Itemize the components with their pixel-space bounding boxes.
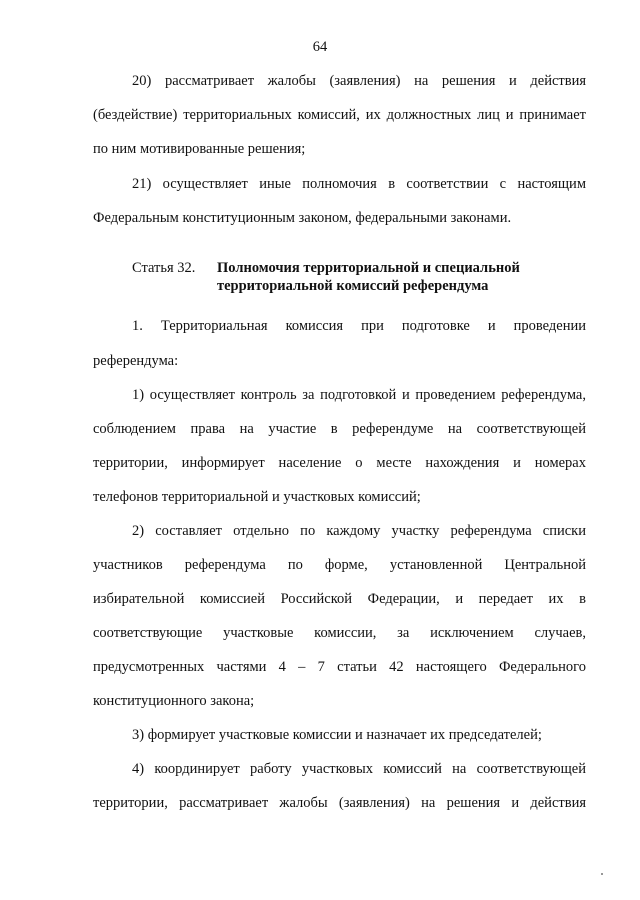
paragraph-line: 21) осуществляет иные полномочия в соответствии с настоящим xyxy=(132,176,586,192)
paragraph-line: предусмотренных частями 4 – 7 статьи 42 настоящего Федерального xyxy=(93,659,586,675)
page-number: 64 xyxy=(312,39,328,55)
paragraph-line: 1. Территориальная комиссия при подготовке и проведении xyxy=(132,318,586,334)
paragraph-line: (бездействие) территориальных комиссий, их должностных лиц и принимает xyxy=(93,107,586,123)
paragraph-line: территории, рассматривает жалобы (заявления) на решения и действия xyxy=(93,795,586,811)
paragraph-line: 1) осуществляет контроль за подготовкой и проведением референдума, xyxy=(132,387,586,403)
paragraph-line: конституционного закона; xyxy=(93,693,255,709)
paragraph-line: соответствующие участковые комиссии, за исключением случаев, xyxy=(93,625,586,641)
paragraph-line: избирательной комиссией Российской Федерации, и передает их в xyxy=(93,591,586,607)
paragraph-line: территории, информирует население о месте нахождения и номерах xyxy=(93,455,586,471)
paragraph-line: участников референдума по форме, установленной Центральной xyxy=(93,557,586,573)
paragraph-line: 2) составляет отдельно по каждому участку референдума списки xyxy=(132,523,586,539)
article-title-line: территориальной комиссий референдума xyxy=(217,278,489,294)
paragraph-line: Федеральным конституционным законом, федеральными законами. xyxy=(93,210,512,226)
paragraph-line: 20) рассматривает жалобы (заявления) на решения и действия xyxy=(132,73,586,89)
paragraph-line: референдума: xyxy=(93,353,179,369)
paragraph-line: телефонов территориальной и участковых комиссий; xyxy=(93,489,421,505)
paragraph-line: соблюдением права на участие в референдуме на соответствующей xyxy=(93,421,586,437)
paragraph-line: по ним мотивированные решения; xyxy=(93,141,306,157)
scan-artifact-dot xyxy=(601,873,603,875)
article-title-line: Полномочия территориальной и специальной xyxy=(217,260,520,276)
article-label: Статья 32. xyxy=(132,260,196,276)
article-title xyxy=(217,259,577,295)
paragraph-line: 4) координирует работу участковых комиссий на соответствующей xyxy=(132,761,586,777)
paragraph-line: 3) формирует участковые комиссии и назначает их председателей; xyxy=(132,727,542,743)
